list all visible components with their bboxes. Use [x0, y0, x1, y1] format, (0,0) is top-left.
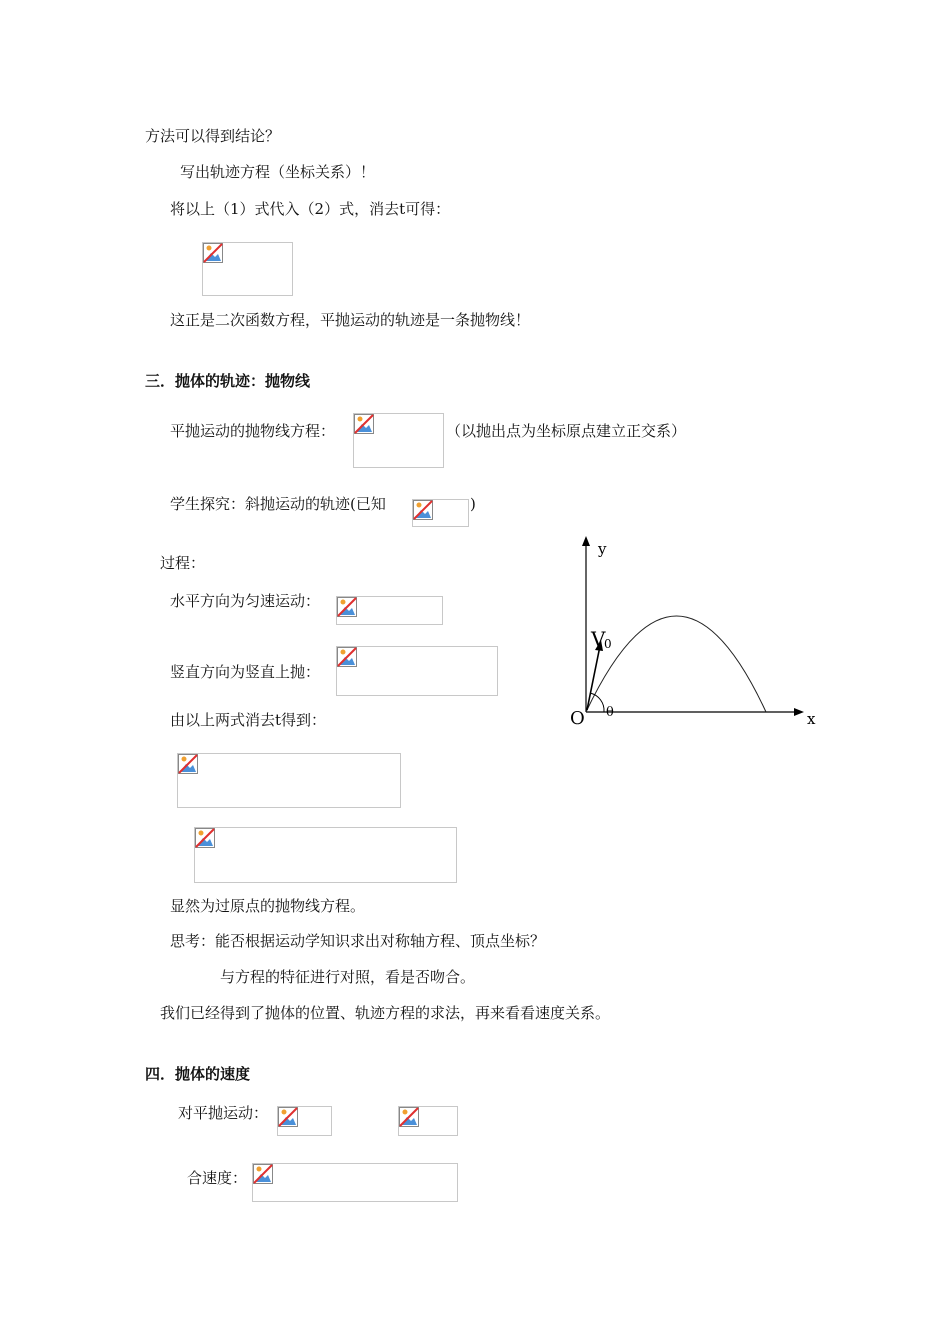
equation-image-8 [277, 1106, 332, 1136]
broken-image-icon [337, 597, 357, 617]
parabola-curve [586, 616, 766, 712]
text-line-2: 写出轨迹方程（坐标关系）！ [180, 163, 376, 181]
text-line-5b: （以抛出点为坐标原点建立正交系） [446, 422, 687, 440]
text-line-1: 方法可以得到结论？ [145, 127, 281, 145]
broken-image-icon [337, 647, 357, 667]
broken-image-icon [354, 414, 374, 434]
text-line-6b: ) [470, 495, 476, 513]
y-axis-arrow [582, 536, 590, 546]
text-line-9: 竖直方向为竖直上抛： [170, 663, 321, 681]
equation-image-1 [202, 242, 293, 296]
text-line-11: 显然为过原点的抛物线方程。 [170, 897, 366, 915]
equation-image-10 [252, 1163, 458, 1202]
broken-image-icon [253, 1164, 273, 1184]
text-line-10: 由以上两式消去t得到： [170, 711, 327, 729]
broken-image-icon [178, 754, 198, 774]
broken-image-icon [203, 243, 223, 263]
text-line-16: 合速度： [187, 1169, 248, 1187]
trajectory-diagram [560, 530, 830, 740]
section-heading-4: 四．抛体的速度 [145, 1065, 251, 1083]
text-line-7: 过程： [160, 554, 206, 572]
equation-image-9 [398, 1106, 458, 1136]
text-line-8: 水平方向为匀速运动： [170, 592, 321, 610]
equation-image-5 [336, 646, 498, 696]
origin-label: O [570, 708, 585, 729]
text-line-15: 对平抛运动： [178, 1104, 269, 1122]
text-line-13: 与方程的特征进行对照，看是否吻合。 [220, 968, 476, 986]
text-line-5: 平抛运动的抛物线方程： [170, 422, 336, 440]
broken-image-icon [278, 1107, 298, 1127]
equation-image-7 [194, 827, 457, 883]
velocity-subscript: 0 [604, 637, 612, 651]
section-heading-3: 三．抛体的轨迹：抛物线 [145, 372, 311, 390]
equation-image-4 [336, 596, 443, 625]
x-axis-label: x [807, 710, 816, 728]
velocity-vector [587, 646, 600, 710]
angle-arc [590, 693, 604, 712]
text-line-6a: 学生探究：斜抛运动的轨迹(已知 [170, 495, 386, 513]
angle-label: θ [606, 705, 614, 720]
equation-image-6 [177, 753, 401, 808]
text-line-4: 这正是二次函数方程，平抛运动的轨迹是一条抛物线！ [170, 311, 531, 329]
broken-image-icon [413, 500, 433, 520]
text-line-12: 思考：能否根据运动学知识求出对称轴方程、顶点坐标？ [170, 932, 546, 950]
y-axis-label: y [598, 540, 607, 558]
equation-image-2 [353, 413, 444, 468]
text-line-14: 我们已经得到了抛体的位置、轨迹方程的求法，再来看看速度关系。 [160, 1004, 611, 1022]
broken-image-icon [399, 1107, 419, 1127]
text-line-3: 将以上（1）式代入（2）式，消去t可得： [170, 200, 451, 218]
broken-image-icon [195, 828, 215, 848]
x-axis-arrow [794, 708, 804, 716]
velocity-label: V [591, 627, 606, 651]
equation-image-3 [412, 499, 469, 527]
